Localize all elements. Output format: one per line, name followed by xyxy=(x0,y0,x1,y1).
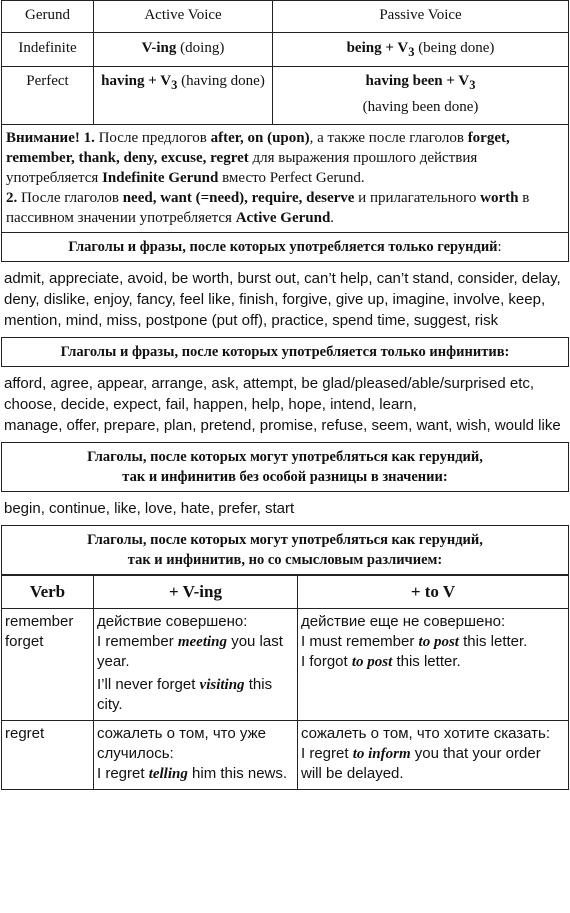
verb-table-row-regret xyxy=(2,721,569,790)
inf-cell-remember: действие еще не совершено: I must remember to post this letter. I forgot to post this letter. xyxy=(298,609,569,721)
verb-table-header-inf: + to V xyxy=(298,576,569,609)
forms-indefinite-active: V-ing (doing) xyxy=(94,33,273,67)
ing-cell-regret: сожалеть о том, что уже случилось: I regret telling him this news. xyxy=(94,721,298,790)
note-point-1: Внимание! 1. После предлогов after, on (upon), а также после глаголов forget, remember, thank, deny, excuse, regret для выражения прошлого действия употребляется Indefinite Gerund вместо Perfect Gerund. xyxy=(6,130,510,186)
section-gerund-only-title: Глаголы и фразы, после которых употребляется только герундий: xyxy=(1,233,569,262)
section-both-same-list: begin, continue, like, love, hate, prefer, start xyxy=(4,500,295,517)
verb-cell-regret: regret xyxy=(2,721,94,790)
verb-meaning-table xyxy=(1,575,569,790)
forms-label-indefinite: Indefinite xyxy=(2,33,94,67)
forms-row-indefinite xyxy=(2,33,569,67)
verb-table-row-remember xyxy=(2,609,569,721)
section-both-diff-title: Глаголы, после которых могут употребляться как герундий, так и инфинитив, но со смысловым различием: xyxy=(1,525,569,575)
forms-indefinite-passive: being + $V_3$ (being done) xyxy=(273,33,569,67)
verb-table-header-verb: Verb xyxy=(2,576,94,609)
forms-header-row xyxy=(2,1,569,33)
section-both-same-title: Глаголы, после которых могут употребляться как герундий, так и инфинитив без особой разницы в значении: xyxy=(1,442,569,492)
forms-perfect-passive: having been + $V_3$ (having been done) xyxy=(273,67,569,125)
forms-perfect-active: having + $V_3$ (having done) xyxy=(94,67,273,125)
forms-header-passive: Passive Voice xyxy=(273,1,569,33)
section-gerund-only-list: admit, appreciate, avoid, be worth, burst out, can’t help, can’t stand, consider, delay, deny, dislike, enjoy, fancy, feel like, finish, forgive, give up, imagine, involve, keep, mention, mind, miss, postpone (put off), practice, spend time, suggest, risk xyxy=(4,270,561,329)
ing-cell-remember: действие совершено: I remember meeting you last year. I’ll never forget visiting this city. xyxy=(94,609,298,721)
section-infinitive-only-title: Глаголы и фразы, после которых употребляется только инфинитив: xyxy=(1,337,569,367)
verb-table-header-row xyxy=(2,576,569,609)
forms-header-gerund: Gerund xyxy=(2,1,94,33)
note-point-2: 2. После глаголов need, want (=need), require, deserve и прилагательного worth в пассивном значении употребляется Active Gerund. xyxy=(6,190,530,226)
verb-cell-remember-forget: remember forget xyxy=(2,609,94,721)
forms-header-active: Active Voice xyxy=(94,1,273,33)
section-infinitive-only-list: afford, agree, appear, arrange, ask, attempt, be glad/pleased/able/surprised etc, choose, decide, expect, fail, happen, help, hope, intend, learn, manage, offer, prepare, plan, pretend, promise, refuse, seem, want, wish, would like xyxy=(4,375,561,434)
grammar-page xyxy=(1,0,569,790)
attention-note xyxy=(1,125,569,233)
gerund-forms-table xyxy=(1,0,569,125)
verb-table-header-ing: + V-ing xyxy=(94,576,298,609)
forms-label-perfect: Perfect xyxy=(2,67,94,125)
forms-row-perfect xyxy=(2,67,569,125)
inf-cell-regret: сожалеть о том, что хотите сказать: I regret to inform you that your order will be delayed. xyxy=(298,721,569,790)
